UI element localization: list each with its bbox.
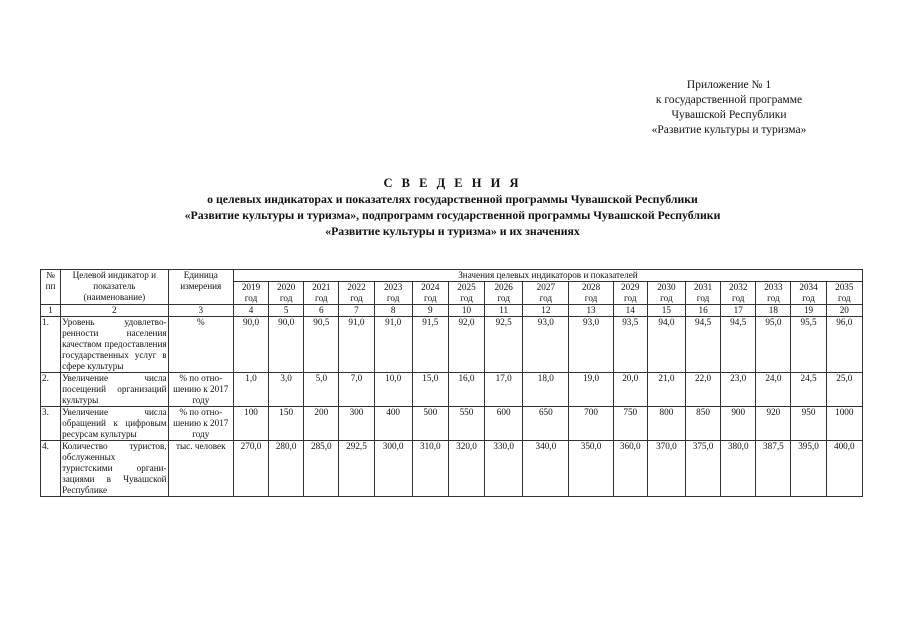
row-value: 19,0 xyxy=(569,373,613,407)
header-year xyxy=(374,282,412,305)
column-numbers-row xyxy=(41,305,863,317)
row-value: 850 xyxy=(685,407,720,441)
row-value: 3,0 xyxy=(269,373,304,407)
row-indicator: Увеличение числа обращений к цифровым ресурсам культуры xyxy=(62,407,167,439)
row-value: 95,5 xyxy=(791,317,826,373)
row-value: 950 xyxy=(791,407,826,441)
appendix-line: к государственной программе xyxy=(655,94,803,106)
row-value: 95,0 xyxy=(756,317,791,373)
row-value: 90,0 xyxy=(269,317,304,373)
row-number: 2. xyxy=(41,373,61,407)
header-year xyxy=(412,282,448,305)
year-suffix: год xyxy=(584,293,598,303)
year-suffix: год xyxy=(539,293,553,303)
row-value: 300 xyxy=(339,407,374,441)
row-value: 91,0 xyxy=(374,317,412,373)
row-value: 292,5 xyxy=(339,441,374,497)
row-value: 700 xyxy=(569,407,613,441)
year-value: 2030 xyxy=(657,282,676,292)
row-unit: тыс. человек xyxy=(168,441,233,497)
year-value: 2031 xyxy=(693,282,713,292)
document-title xyxy=(0,175,905,239)
header-year xyxy=(485,282,523,305)
row-value: 94,5 xyxy=(685,317,720,373)
header-year xyxy=(523,282,569,305)
year-value: 2025 xyxy=(457,282,476,292)
row-value: 200 xyxy=(304,407,339,441)
row-value: 92,5 xyxy=(485,317,523,373)
header-values-group: Значения целевых индикаторов и показателей xyxy=(233,270,862,282)
column-number: 18 xyxy=(756,305,791,317)
row-value: 92,0 xyxy=(448,317,484,373)
header-year xyxy=(685,282,720,305)
row-value: 395,0 xyxy=(791,441,826,497)
column-number: 9 xyxy=(412,305,448,317)
header-year xyxy=(339,282,374,305)
year-value: 2029 xyxy=(621,282,640,292)
row-value: 93,0 xyxy=(523,317,569,373)
table-row xyxy=(41,317,863,373)
row-value: 1000 xyxy=(826,407,862,441)
row-value: 320,0 xyxy=(448,441,484,497)
title-main: С В Е Д Е Н И Я xyxy=(383,176,522,190)
row-value: 600 xyxy=(485,407,523,441)
header-year xyxy=(647,282,685,305)
row-value: 96,0 xyxy=(826,317,862,373)
row-value: 330,0 xyxy=(485,441,523,497)
year-value: 2033 xyxy=(764,282,783,292)
header-indicator: Целевой индикатор и показатель (наименование) xyxy=(61,270,169,305)
row-value: 900 xyxy=(721,407,756,441)
row-number: 1. xyxy=(41,317,61,373)
year-suffix: год xyxy=(767,293,780,303)
year-value: 2032 xyxy=(729,282,748,292)
row-value: 91,0 xyxy=(339,317,374,373)
row-value: 93,0 xyxy=(569,317,613,373)
header-year xyxy=(826,282,862,305)
row-value: 16,0 xyxy=(448,373,484,407)
row-value: 380,0 xyxy=(721,441,756,497)
column-number: 16 xyxy=(685,305,720,317)
table-row xyxy=(41,373,863,407)
row-value: 5,0 xyxy=(304,373,339,407)
header-row xyxy=(41,270,863,282)
column-number: 10 xyxy=(448,305,484,317)
row-value: 350,0 xyxy=(569,441,613,497)
year-suffix: год xyxy=(315,293,328,303)
indicators-table xyxy=(40,269,863,497)
year-value: 2027 xyxy=(536,282,556,292)
row-value: 90,0 xyxy=(233,317,268,373)
year-suffix: год xyxy=(696,293,710,303)
appendix-line: Приложение № 1 xyxy=(686,79,772,91)
year-suffix: год xyxy=(802,293,815,303)
row-value: 94,5 xyxy=(721,317,756,373)
year-suffix: год xyxy=(497,293,510,303)
row-value: 285,0 xyxy=(304,441,339,497)
year-value: 2024 xyxy=(421,282,440,292)
header-year xyxy=(304,282,339,305)
row-value: 400 xyxy=(374,407,412,441)
row-value: 800 xyxy=(647,407,685,441)
row-value: 650 xyxy=(523,407,569,441)
year-value: 2023 xyxy=(383,282,403,292)
row-indicator: Количество туристов, обслуженных туристскими организациями в Чувашской Республике xyxy=(62,441,167,495)
row-value: 1,0 xyxy=(233,373,268,407)
year-value: 2026 xyxy=(494,282,513,292)
row-value: 90,5 xyxy=(304,317,339,373)
year-value: 2028 xyxy=(581,282,601,292)
row-value: 500 xyxy=(412,407,448,441)
row-value: 25,0 xyxy=(826,373,862,407)
year-value: 2035 xyxy=(835,282,854,292)
row-value: 360,0 xyxy=(613,441,647,497)
row-value: 370,0 xyxy=(647,441,685,497)
row-value: 22,0 xyxy=(685,373,720,407)
year-suffix: год xyxy=(386,293,400,303)
appendix-line: «Развитие культуры и туризма» xyxy=(651,124,807,136)
column-number: 3 xyxy=(168,305,233,317)
row-unit: % по отношению к 2017 году xyxy=(168,373,233,407)
row-value: 400,0 xyxy=(826,441,862,497)
year-suffix: год xyxy=(279,293,293,303)
header-year xyxy=(613,282,647,305)
title-subline: о целевых индикаторах и показателях государственной программы Чувашской Республики xyxy=(207,192,698,206)
column-number: 20 xyxy=(826,305,862,317)
row-value: 20,0 xyxy=(613,373,647,407)
row-value: 10,0 xyxy=(374,373,412,407)
column-number: 7 xyxy=(339,305,374,317)
header-year xyxy=(233,282,268,305)
header-year xyxy=(756,282,791,305)
year-suffix: год xyxy=(660,293,673,303)
column-number: 8 xyxy=(374,305,412,317)
row-indicator: Уровень удовлетворенности населения качеством предоставления государственных услуг в сфере культуры xyxy=(62,317,167,371)
year-value: 2019 xyxy=(241,282,261,292)
row-value: 18,0 xyxy=(523,373,569,407)
row-number: 3. xyxy=(41,407,61,441)
column-number: 12 xyxy=(523,305,569,317)
year-suffix: год xyxy=(460,293,473,303)
year-suffix: год xyxy=(731,293,745,303)
row-value: 280,0 xyxy=(269,441,304,497)
row-value: 94,0 xyxy=(647,317,685,373)
row-value: 91,5 xyxy=(412,317,448,373)
column-number: 6 xyxy=(304,305,339,317)
header-year xyxy=(791,282,826,305)
row-value: 270,0 xyxy=(233,441,268,497)
year-value: 2020 xyxy=(276,282,296,292)
row-value: 21,0 xyxy=(647,373,685,407)
column-number: 13 xyxy=(569,305,613,317)
year-suffix: год xyxy=(838,293,851,303)
row-value: 24,5 xyxy=(791,373,826,407)
year-value: 2034 xyxy=(799,282,818,292)
row-unit: % xyxy=(168,317,233,373)
appendix-note xyxy=(619,78,839,138)
row-value: 375,0 xyxy=(685,441,720,497)
column-number: 15 xyxy=(647,305,685,317)
row-value: 7,0 xyxy=(339,373,374,407)
header-number: № пп xyxy=(41,270,61,305)
row-value: 23,0 xyxy=(721,373,756,407)
column-number: 2 xyxy=(61,305,169,317)
table-row xyxy=(41,407,863,441)
row-value: 920 xyxy=(756,407,791,441)
row-value: 387,5 xyxy=(756,441,791,497)
column-number: 14 xyxy=(613,305,647,317)
year-suffix: год xyxy=(424,293,437,303)
year-value: 2021 xyxy=(312,282,331,292)
column-number: 11 xyxy=(485,305,523,317)
table-row xyxy=(41,441,863,497)
appendix-line: Чувашской Республики xyxy=(671,109,787,121)
row-value: 24,0 xyxy=(756,373,791,407)
header-unit: Единица измерения xyxy=(168,270,233,305)
row-indicator: Увеличение числа посещений организаций культуры xyxy=(62,373,167,405)
header-year xyxy=(721,282,756,305)
year-value: 2022 xyxy=(347,282,366,292)
row-unit: % по отношению к 2017 году xyxy=(168,407,233,441)
row-number: 4. xyxy=(41,441,61,497)
row-value: 150 xyxy=(269,407,304,441)
header-year xyxy=(569,282,613,305)
year-suffix: год xyxy=(350,293,363,303)
year-suffix: год xyxy=(244,293,258,303)
row-value: 93,5 xyxy=(613,317,647,373)
row-value: 310,0 xyxy=(412,441,448,497)
title-subline: «Развитие культуры и туризма» и их значениях xyxy=(325,224,580,238)
column-number: 17 xyxy=(721,305,756,317)
header-year xyxy=(269,282,304,305)
title-subline: «Развитие культуры и туризма», подпрограмм государственной программы Чувашской Республики xyxy=(184,208,721,222)
row-value: 100 xyxy=(233,407,268,441)
year-suffix: год xyxy=(623,293,637,303)
row-value: 340,0 xyxy=(523,441,569,497)
column-number: 19 xyxy=(791,305,826,317)
row-value: 300,0 xyxy=(374,441,412,497)
row-value: 17,0 xyxy=(485,373,523,407)
row-value: 15,0 xyxy=(412,373,448,407)
row-value: 550 xyxy=(448,407,484,441)
column-number: 5 xyxy=(269,305,304,317)
column-number: 1 xyxy=(41,305,61,317)
header-year xyxy=(448,282,484,305)
column-number: 4 xyxy=(233,305,268,317)
row-value: 750 xyxy=(613,407,647,441)
